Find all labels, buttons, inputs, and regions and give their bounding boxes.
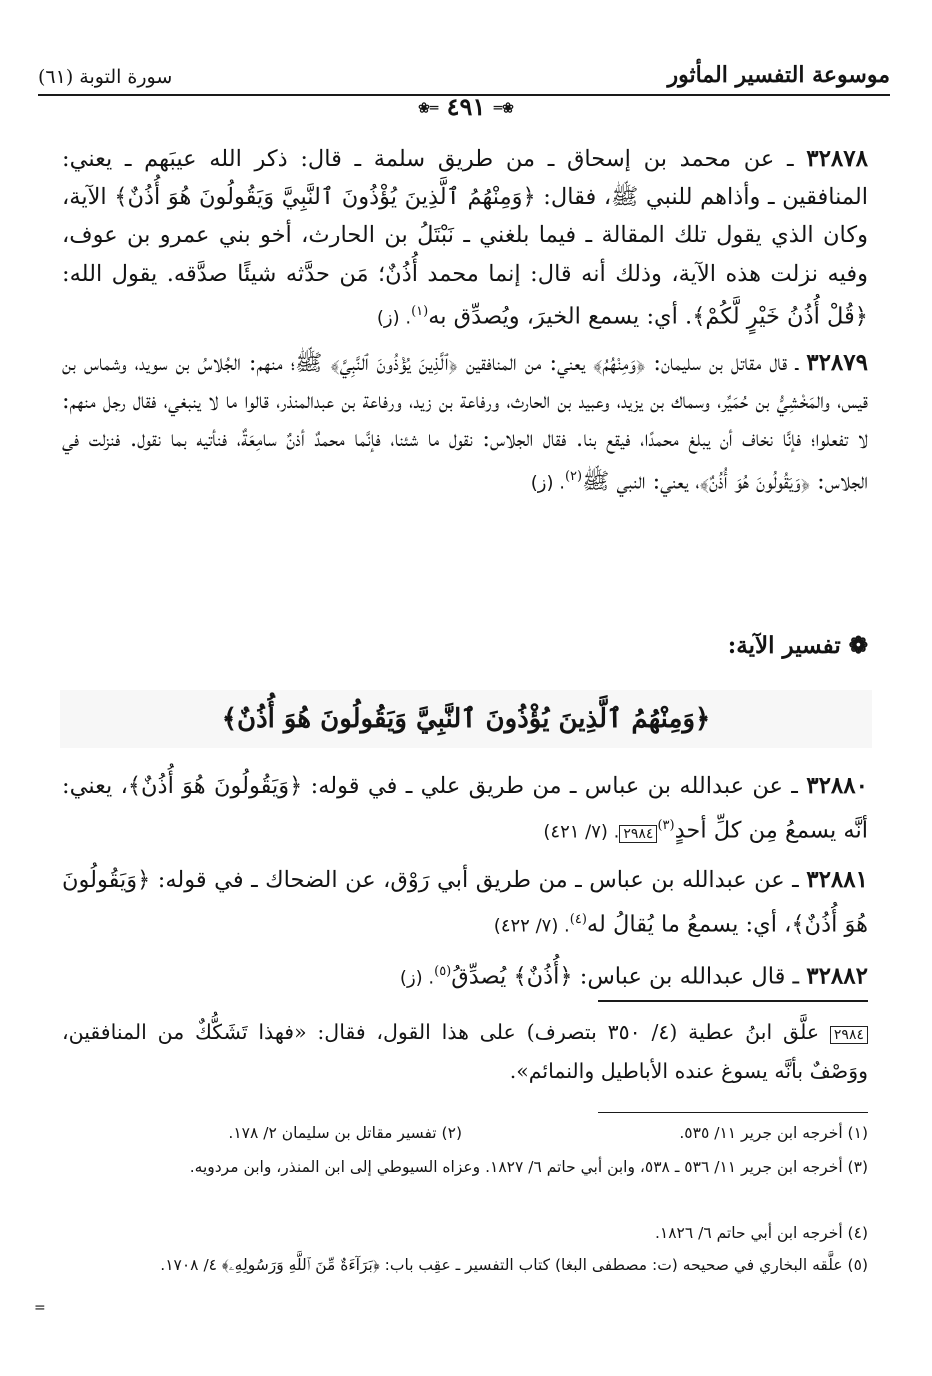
narrations-block-1	[62, 140, 868, 509]
footnote-ref[interactable]: (٤)	[569, 911, 587, 927]
note-separator	[598, 1000, 868, 1002]
ornament-left-icon: ❀═	[418, 100, 439, 117]
narration-paragraph	[62, 140, 868, 338]
narration-text: ـ قال مقاتل بن سليمان: ﴿وَمِنْهُمُ﴾ يعني: من المنافقين ﴿ٱلَّذِينَ يُؤْذُونَ ٱلنَّبِيَّ﴾ ﷺ؛ منهم: الجُلاسُ بن سويد، وشماس بن قيس، والمَخْشِيُّ بن حُمَيِّر، وسماك بن يزيد، وعبيد بن الحارث، ورفاعة بن زيد، ورفاعة بن عبدالمنذر، قالوا ما لا ينبغي، فقال رجل منهم: لا تفعلوا؛ فإنَّا نخاف أن يبلغ محمدًا، فيقع بنا. فقال الجلاس: نقول ما شئنا، فإنَّما محمدٌ أذنٌ سامِعَةٌ، فنأتيه بما نقول. فنزلت في الجلاس: ﴿وَيَقُولُونَ هُوَ أُذُنٌ﴾، يعني: النبي ﷺ	[62, 349, 868, 495]
footnote-ref[interactable]: (١)	[411, 303, 429, 319]
source-code: . (٧/ ٤٢٢)	[493, 915, 570, 936]
source-code: . (ز)	[530, 472, 565, 494]
narration-paragraph	[62, 344, 868, 503]
footnote-5: (٥) علَّقه البخاري في صحيحه (ت: مصطفى البغا) كتاب التفسير ـ عقِب باب: ﴿بَرَآءَةٌ مِّنَ ٱللَّهِ وَرَسُولِهِۦ﴾ ٤/ ١٧٠٨.	[160, 1256, 868, 1274]
narration-paragraph	[62, 952, 868, 999]
narration-number: ٣٢٨٧٨	[806, 145, 868, 172]
narration-number: ٣٢٨٨٠	[806, 772, 868, 799]
ornament-right-icon: ═❀	[493, 100, 514, 117]
narration-number: ٣٢٨٨١	[806, 865, 868, 893]
narration-text: ـ عن محمد بن إسحاق ـ من طريق سلمة ـ قال: ذكر الله عيبَهم ـ يعني: المنافقين ـ وأذاهم للنبي ﷺ، فقال: ﴿وَمِنْهُمُ ٱلَّذِينَ يُؤْذُونَ ٱلنَّبِيَّ وَيَقُولُونَ هُوَ أُذُنٌ﴾ الآية، وكان الذي يقول تلك المقالة ـ فيما بلغني ـ نَبْتَلُ بن الحارث، أخو بني عمرو بن عوف، وفيه نزلت هذه الآية، وذلك أنه قال: إنما محمد أُذُنٌ؛ مَن حدَّثه شيئًا صدَّقه. يقول الله: ﴿قُلْ أُذُنُ خَيْرٍ لَّكُمْ﴾. أي: يسمع الخيرَ، ويُصدِّق به	[62, 146, 868, 330]
verse-banner: ﴿وَمِنْهُمُ ٱلَّذِينَ يُؤْذُونَ ٱلنَّبِيَّ وَيَقُولُونَ هُوَ أُذُنٌ﴾	[60, 690, 872, 748]
note-text: علَّق ابنُ عطية (٤/ ٣٥٠ بتصرف) على هذا القول، فقال: «فهذا تَشَكُّكٌ من المنافقين، ووَصْفٌ بأنَّه يسوغ عنده الأباطيل والنمائم».	[62, 1020, 868, 1083]
source-code: . (ز)	[376, 307, 412, 329]
margin-mark: =	[34, 1300, 46, 1316]
section-title: ❁ تفسير الآية:	[727, 632, 868, 659]
footnote-4: (٤) أخرجه ابن أبي حاتم ٦/ ١٨٢٦.	[654, 1224, 868, 1242]
narration-number: ٣٢٨٧٩	[806, 348, 868, 376]
page-number: ٤٩١	[446, 92, 486, 121]
source-code: . (٧/ ٤٢١)	[543, 821, 620, 843]
narration-paragraph	[62, 766, 868, 854]
narration-number: ٣٢٨٨٢	[806, 962, 868, 990]
footnote-3: (٣) أخرجه ابن جرير ١١/ ٥٣٦ ـ ٥٣٨، وابن أبي حاتم ٦/ ١٨٢٧. وعزاه السيوطي إلى ابن المنذر، وابن مردويه.	[189, 1158, 868, 1176]
surah-label: سورة التوبة (٦١)	[38, 66, 173, 88]
source-code: . (ز)	[399, 967, 435, 989]
narration-paragraph	[62, 860, 868, 947]
footnote-ref[interactable]: (٥)	[434, 964, 452, 979]
narration-text: ـ عن عبدالله بن عباس ـ من طريق علي ـ في قوله: ﴿وَيَقُولُونَ هُوَ أُذُنٌ﴾، يعني: أنَّه يسمعُ مِن كلِّ أحدٍ	[62, 773, 868, 844]
note-box-number: ٢٩٨٤	[830, 1026, 868, 1044]
note-box-ref[interactable]: ٢٩٨٤	[619, 825, 657, 843]
narration-text: ـ قال عبدالله بن عباس: ﴿أُذُنٌ﴾ يُصدِّقُ	[451, 963, 807, 990]
footnote-ref[interactable]: (٣)	[657, 818, 675, 833]
page-number-line	[0, 92, 932, 121]
footnote-separator	[598, 1112, 868, 1113]
narration-text: ـ عن عبدالله بن عباس ـ من طريق أبي رَوْق، عن الضحاك ـ في قوله: ﴿وَيَقُولُونَ هُوَ أُذُنٌ﴾، أي: يسمعُ ما يُقالُ له	[62, 866, 868, 937]
book-title: موسوعة التفسير المأثور	[667, 62, 890, 88]
footnote-2: (٢) تفسير مقاتل بن سليمان ٢/ ١٧٨.	[228, 1124, 462, 1142]
narrations-block-2	[62, 766, 868, 1005]
editor-note	[62, 1014, 868, 1089]
footnote-1: (١) أخرجه ابن جرير ١١/ ٥٣٥.	[679, 1124, 868, 1142]
footnote-ref[interactable]: (٢)	[564, 469, 583, 485]
page-header	[38, 62, 890, 96]
